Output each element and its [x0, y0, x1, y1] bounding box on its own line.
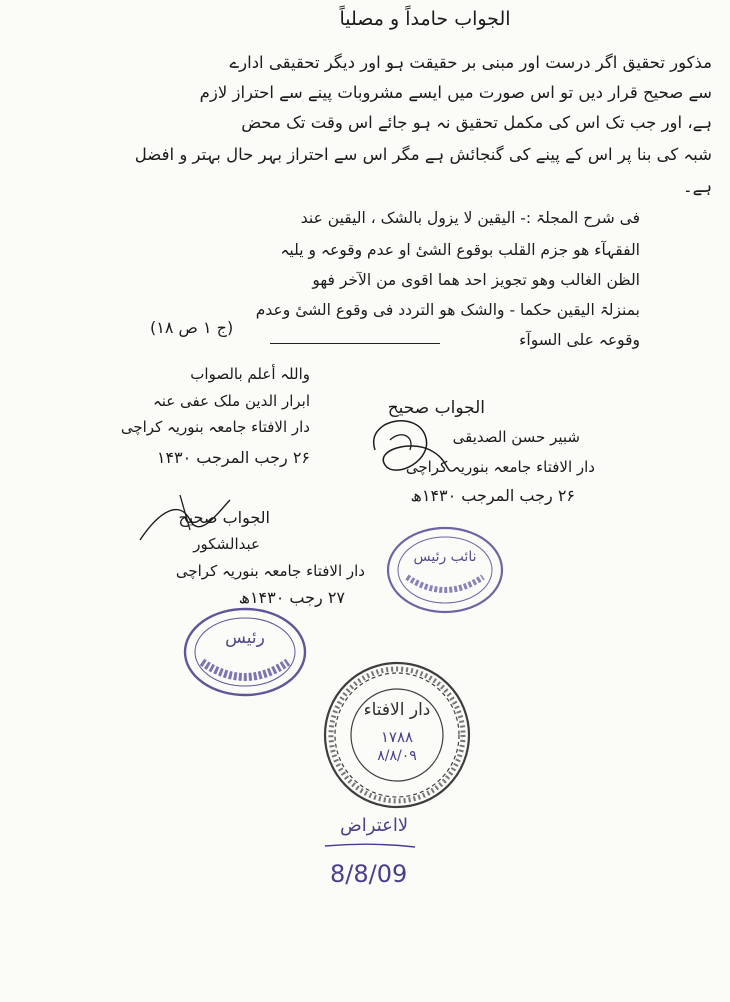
sig-middle-line-3: دار الافتاء جامعہ بنوریہ کراچی	[175, 562, 365, 580]
sig-right-date: ۲۶ رجب المرجب ۱۴۳۰ھ	[410, 486, 575, 505]
sig-middle-date: ۲۷ رجب ۱۴۳۰ھ	[238, 588, 345, 607]
sig-left-line-3: دار الافتاء جامعہ بنوریہ کراچی	[120, 418, 310, 436]
sig-left-line-1: واللہ أعلم بالصواب	[190, 365, 310, 383]
sig-left-date: ۲۶ رجب المرجب ۱۴۳۰	[156, 448, 310, 467]
sig-right-line-1: الجواب صحیح	[387, 398, 485, 418]
quote-line-3: الظن الغالب وھو تجویز احد ھما اقوی من الآخر فھو	[312, 271, 640, 289]
seal-rais-label: رئیس	[225, 628, 265, 648]
answer-line-4: شبہ کی بنا پر اس کے پینے کی گنجائش ہے مگر اس سے احتراز بہر حال بہتر و افضل	[134, 145, 712, 164]
seal-number-2: ۸/۸/۰۹	[377, 748, 417, 764]
seal-nayib-label: نائب رئیس	[413, 549, 477, 565]
seal-nayib-rais	[385, 525, 505, 615]
reference-underline	[270, 343, 440, 344]
document-title: الجواب حامداً و مصلیاً	[339, 8, 511, 30]
quote-reference: (ج ۱ ص ۱۸)	[150, 318, 234, 337]
signature-scribble-right	[355, 410, 465, 490]
sig-middle-line-2: عبدالشکور	[193, 535, 260, 553]
seal-dar-al-ifta-label: دار الافتاء	[363, 700, 431, 720]
answer-line-5: ہے۔	[682, 177, 712, 196]
pen-note-underline	[320, 840, 420, 852]
seal-dar-al-ifta	[322, 660, 472, 810]
answer-line-3: ہے، اور جب تک اس کی مکمل تحقیق نہ ہو جائے اس وقت تک محض	[241, 113, 712, 132]
answer-line-2: سے صحیح قرار دیں تو اس صورت میں ایسے مشروبات پینے سے احتراز لازم	[199, 83, 712, 102]
pen-note: لااعتراض	[340, 815, 409, 836]
sig-right-line-3: دار الافتاء جامعہ بنوریہ کراچی	[405, 458, 595, 476]
quote-line-1: فی شرح المجلۃ :- الیقین لا یزول بالشک ، الیقین عند	[300, 209, 640, 227]
pen-date: 8/8/09	[330, 860, 408, 888]
answer-line-1: مذکور تحقیق اگر درست اور مبنی بر حقیقت ہو اور دیگر تحقیقی ادارے	[229, 53, 712, 72]
seal-rais	[182, 606, 308, 698]
quote-line-4: بمنزلۃ الیقین حکما - والشک ھو التردد فی وقوع الشیٔ وعدم	[255, 301, 640, 319]
seal-number-1: ۱۷۸۸	[380, 728, 414, 746]
quote-line-2: الفقہآء ھو جزم القلب بوقوع الشیٔ او عدم وقوعہ و یلیہ	[280, 241, 640, 259]
signature-scribble-middle	[130, 490, 240, 560]
sig-middle-line-1: الجواب صحیح	[178, 508, 270, 527]
sig-left-line-2: ابرار الدین ملک عفی عنہ	[152, 392, 310, 410]
sig-right-line-2: شبیر حسن الصدیقی	[452, 428, 580, 446]
quote-line-5: وقوعہ علی السوآء	[519, 331, 640, 349]
